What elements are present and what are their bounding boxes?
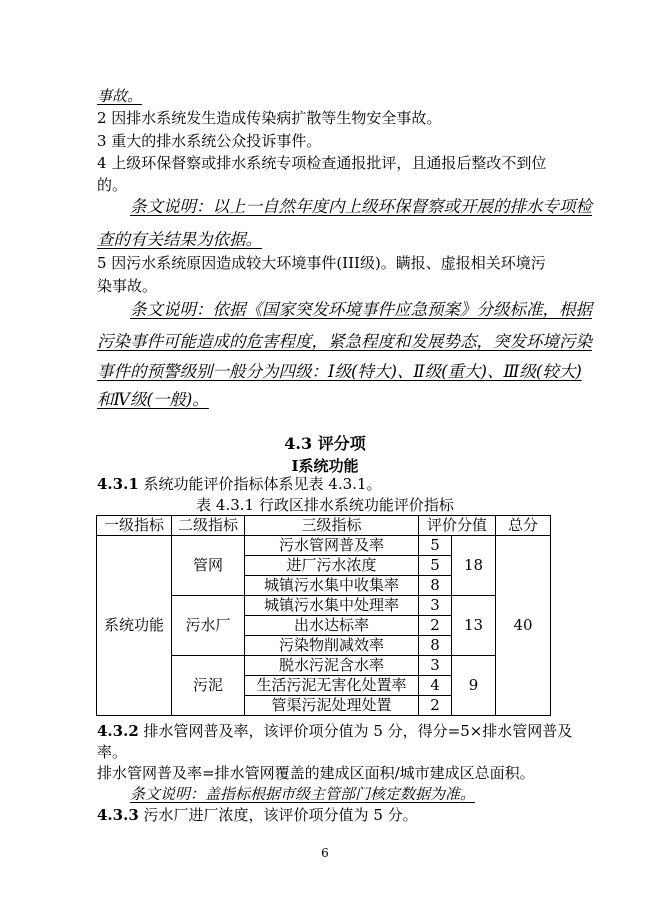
level3-cell: 出水达标率	[245, 616, 419, 636]
subtotal-cell: 18	[452, 536, 496, 596]
score-cell: 8	[419, 636, 452, 656]
level3-cell: 脱水污泥含水率	[245, 656, 419, 676]
table-header-row	[97, 516, 551, 536]
clause-number: 4.3.3	[97, 806, 139, 824]
subtotal-cell: 13	[452, 596, 496, 656]
intro-line-4: 4 上级环保督察或排水系统专项检查通报批评，且通报后整改不到位	[97, 154, 547, 172]
header-score: 评价分值	[419, 516, 496, 536]
level3-cell: 进厂污水浓度	[245, 556, 419, 576]
clause-text: 污水厂进厂浓度，该评价项分值为 5 分。	[143, 806, 418, 824]
evaluation-table	[96, 515, 551, 716]
level3-cell: 城镇污水集中处理率	[245, 596, 419, 616]
header-level1: 一级指标	[97, 516, 172, 536]
total-cell: 40	[496, 536, 551, 716]
score-cell: 5	[419, 556, 452, 576]
score-cell: 5	[419, 536, 452, 556]
note1-line-2: 查的有关结果为依据。	[97, 230, 262, 249]
p432-line-3: 排水管网普及率=排水管网覆盖的建成区面积/城市建成区总面积。	[97, 764, 535, 782]
clause-number: 4.3.2	[97, 722, 139, 740]
note2-line-4: 和Ⅳ级(一般)。	[97, 390, 209, 409]
item5-line-1: 5 因污水系统原因造成较大环境事件(III级)。瞒报、虚报相关环境污	[97, 254, 546, 272]
score-cell: 4	[419, 676, 452, 696]
section-subtitle: Ⅰ系统功能	[291, 457, 359, 475]
note2-line-2: 污染事件可能造成的危害程度，紧急程度和发展势态，突发环境污染	[97, 332, 592, 351]
note2-line-3: 事件的预警级别一般分为四级：Ⅰ级(特大)、Ⅱ级(重大)、Ⅲ级(较大)	[97, 362, 582, 381]
note3-line: 条文说明：盖指标根据市级主管部门核定数据为准。	[130, 785, 476, 803]
intro-line-3: 3 重大的排水系统公众投诉事件。	[97, 132, 322, 150]
clause-number: 4.3.1	[97, 475, 139, 493]
header-level2: 二级指标	[172, 516, 245, 536]
intro-line-2: 2 因排水系统发生造成传染病扩散等生物安全事故。	[97, 109, 442, 127]
score-cell: 3	[419, 596, 452, 616]
score-cell: 2	[419, 616, 452, 636]
level1-cell: 系统功能	[97, 536, 172, 716]
header-level3: 三级指标	[245, 516, 419, 536]
p432-line-2: 率。	[97, 743, 128, 761]
level3-cell: 污染物削减效率	[245, 636, 419, 656]
level2-cell: 污水厂	[172, 596, 245, 656]
table-caption: 表 4.3.1 行政区排水系统功能评价指标	[196, 496, 454, 514]
intro-line-5: 的。	[97, 176, 128, 194]
header-total: 总分	[496, 516, 551, 536]
clause-text: 排水管网普及率，该评价项分值为 5 分，得分=5×排水管网普及	[143, 722, 573, 740]
note1-line-1: 条文说明：以上一自然年度内上级环保督察或开展的排水专项检	[130, 197, 592, 216]
intro-line-1: 事故。	[97, 87, 143, 105]
score-cell: 3	[419, 656, 452, 676]
item5-line-2: 染事故。	[97, 277, 158, 295]
page-number: 6	[321, 846, 329, 860]
level2-cell: 污泥	[172, 656, 245, 716]
clause-text: 系统功能评价指标体系见表 4.3.1。	[143, 475, 382, 493]
section-title: 4.3 评分项	[284, 434, 366, 453]
level2-cell: 管网	[172, 536, 245, 596]
paragraph-4-3-3	[97, 805, 418, 825]
paragraph-4-3-1	[97, 474, 381, 494]
level3-cell: 城镇污水集中收集率	[245, 576, 419, 596]
score-cell: 2	[419, 696, 452, 716]
subtotal-cell: 9	[452, 656, 496, 716]
score-cell: 8	[419, 576, 452, 596]
paragraph-4-3-2	[97, 721, 572, 741]
note2-line-1: 条文说明：依据《国家突发环境事件应急预案》分级标准，根据	[130, 300, 592, 319]
level3-cell: 管渠污泥处理处置	[245, 696, 419, 716]
level3-cell: 生活污泥无害化处置率	[245, 676, 419, 696]
level3-cell: 污水管网普及率	[245, 536, 419, 556]
table-row	[97, 536, 551, 556]
